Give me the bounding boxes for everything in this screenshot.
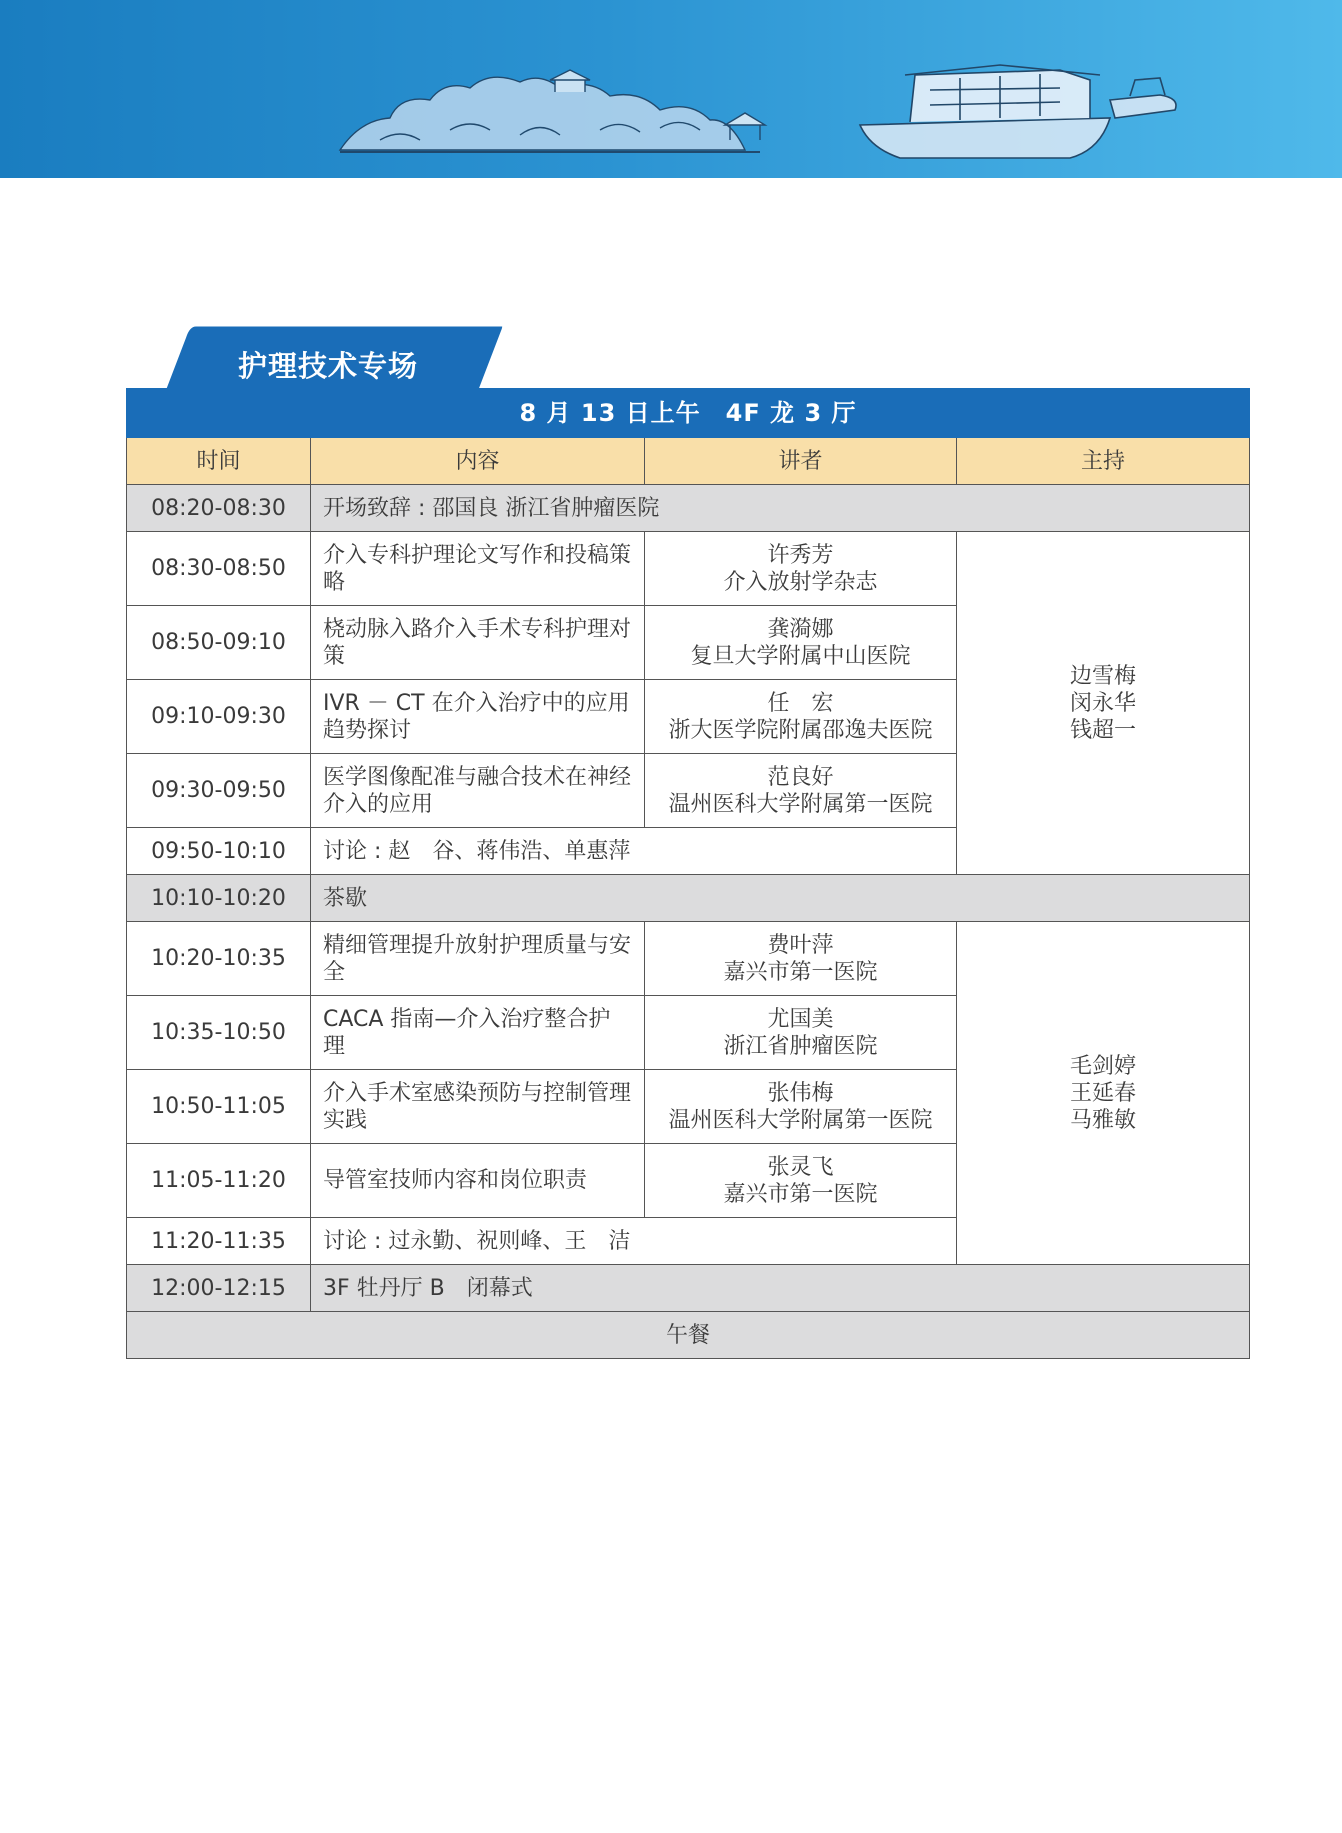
speaker-name: 尤国美: [767, 1006, 834, 1032]
content-cell: 导管室技师内容和岗位职责: [311, 1144, 645, 1218]
col-content: 内容: [311, 438, 645, 485]
speaker-name: 费叶萍: [767, 932, 834, 958]
time-cell: 08:20-08:30: [127, 485, 311, 532]
speaker-cell: [645, 532, 957, 606]
speaker-cell: [645, 922, 957, 996]
content-cell: 茶歇: [311, 875, 1250, 922]
speaker-name: 许秀芳: [767, 542, 834, 568]
content-cell: 讨论 : 赵 谷、蒋伟浩、单惠萍: [311, 828, 957, 875]
table-row: [127, 875, 1250, 922]
speaker-name: 张伟梅: [767, 1080, 834, 1106]
col-speaker: 讲者: [645, 438, 957, 485]
speaker-cell: [645, 680, 957, 754]
lunch-cell: 午餐: [127, 1312, 1250, 1359]
speaker-name: 张灵飞: [767, 1154, 834, 1180]
col-time: 时间: [127, 438, 311, 485]
col-chair: 主持: [957, 438, 1250, 485]
chair-name: 毛剑婷: [1070, 1053, 1137, 1079]
speaker-org: 浙江省肿瘤医院: [723, 1033, 878, 1059]
chair-name: 边雪梅: [1070, 663, 1137, 689]
session-header-row: [127, 389, 1250, 438]
table-row: [127, 922, 1250, 996]
speaker-org: 浙大医学院附属邵逸夫医院: [668, 717, 933, 743]
top-banner: [0, 0, 1342, 178]
time-cell: 08:30-08:50: [127, 532, 311, 606]
time-cell: 11:20-11:35: [127, 1218, 311, 1265]
time-cell: 09:50-10:10: [127, 828, 311, 875]
speaker-org: 复旦大学附属中山医院: [690, 643, 911, 669]
time-cell: 09:30-09:50: [127, 754, 311, 828]
time-cell: 12:00-12:15: [127, 1265, 311, 1312]
speaker-org: 嘉兴市第一医院: [723, 1181, 878, 1207]
time-cell: 11:05-11:20: [127, 1144, 311, 1218]
time-cell: 10:35-10:50: [127, 996, 311, 1070]
content-cell: CACA 指南—介入治疗整合护理: [311, 996, 645, 1070]
content-cell: 讨论 : 过永勤、祝则峰、王 洁: [311, 1218, 957, 1265]
content-cell: 开场致辞 : 邵国良 浙江省肿瘤医院: [311, 485, 1250, 532]
table-row: [127, 1265, 1250, 1312]
content-cell: 3F 牡丹厅 B 闭幕式: [311, 1265, 1250, 1312]
table-row: [127, 485, 1250, 532]
time-cell: 10:20-10:35: [127, 922, 311, 996]
speaker-cell: [645, 1144, 957, 1218]
table-row: [127, 532, 1250, 606]
content-cell: 医学图像配准与融合技术在神经介入的应用: [311, 754, 645, 828]
scenery-illustration: [0, 0, 1342, 178]
speaker-org: 温州医科大学附属第一医院: [668, 1107, 933, 1133]
speaker-cell: [645, 1070, 957, 1144]
speaker-name: 任 宏: [767, 690, 834, 716]
chair-cell: [957, 922, 1250, 1265]
speaker-name: 范良好: [767, 764, 834, 790]
speaker-cell: [645, 754, 957, 828]
table-row: [127, 1312, 1250, 1359]
speaker-cell: [645, 606, 957, 680]
content-cell: IVR － CT 在介入治疗中的应用趋势探讨: [311, 680, 645, 754]
session-header: 8 月 13 日上午 4F 龙 3 厅: [127, 389, 1250, 438]
speaker-org: 介入放射学杂志: [723, 569, 878, 595]
column-header-row: [127, 438, 1250, 485]
content-cell: 精细管理提升放射护理质量与安全: [311, 922, 645, 996]
speaker-cell: [645, 996, 957, 1070]
chair-name: 马雅敏: [1070, 1107, 1137, 1133]
chair-name: 王延春: [1070, 1080, 1137, 1106]
time-cell: 10:50-11:05: [127, 1070, 311, 1144]
content-cell: 桡动脉入路介入手术专科护理对策: [311, 606, 645, 680]
speaker-org: 温州医科大学附属第一医院: [668, 791, 933, 817]
content-cell: 介入手术室感染预防与控制管理实践: [311, 1070, 645, 1144]
speaker-org: 嘉兴市第一医院: [723, 959, 878, 985]
time-cell: 08:50-09:10: [127, 606, 311, 680]
time-cell: 09:10-09:30: [127, 680, 311, 754]
schedule-table: [126, 388, 1250, 1359]
time-cell: 10:10-10:20: [127, 875, 311, 922]
speaker-name: 龚漪娜: [767, 616, 834, 642]
chair-cell: [957, 532, 1250, 875]
chair-name: 钱超一: [1070, 717, 1137, 743]
content-cell: 介入专科护理论文写作和投稿策略: [311, 532, 645, 606]
section-title: 护理技术专场: [238, 349, 419, 383]
chair-name: 闵永华: [1070, 690, 1137, 716]
